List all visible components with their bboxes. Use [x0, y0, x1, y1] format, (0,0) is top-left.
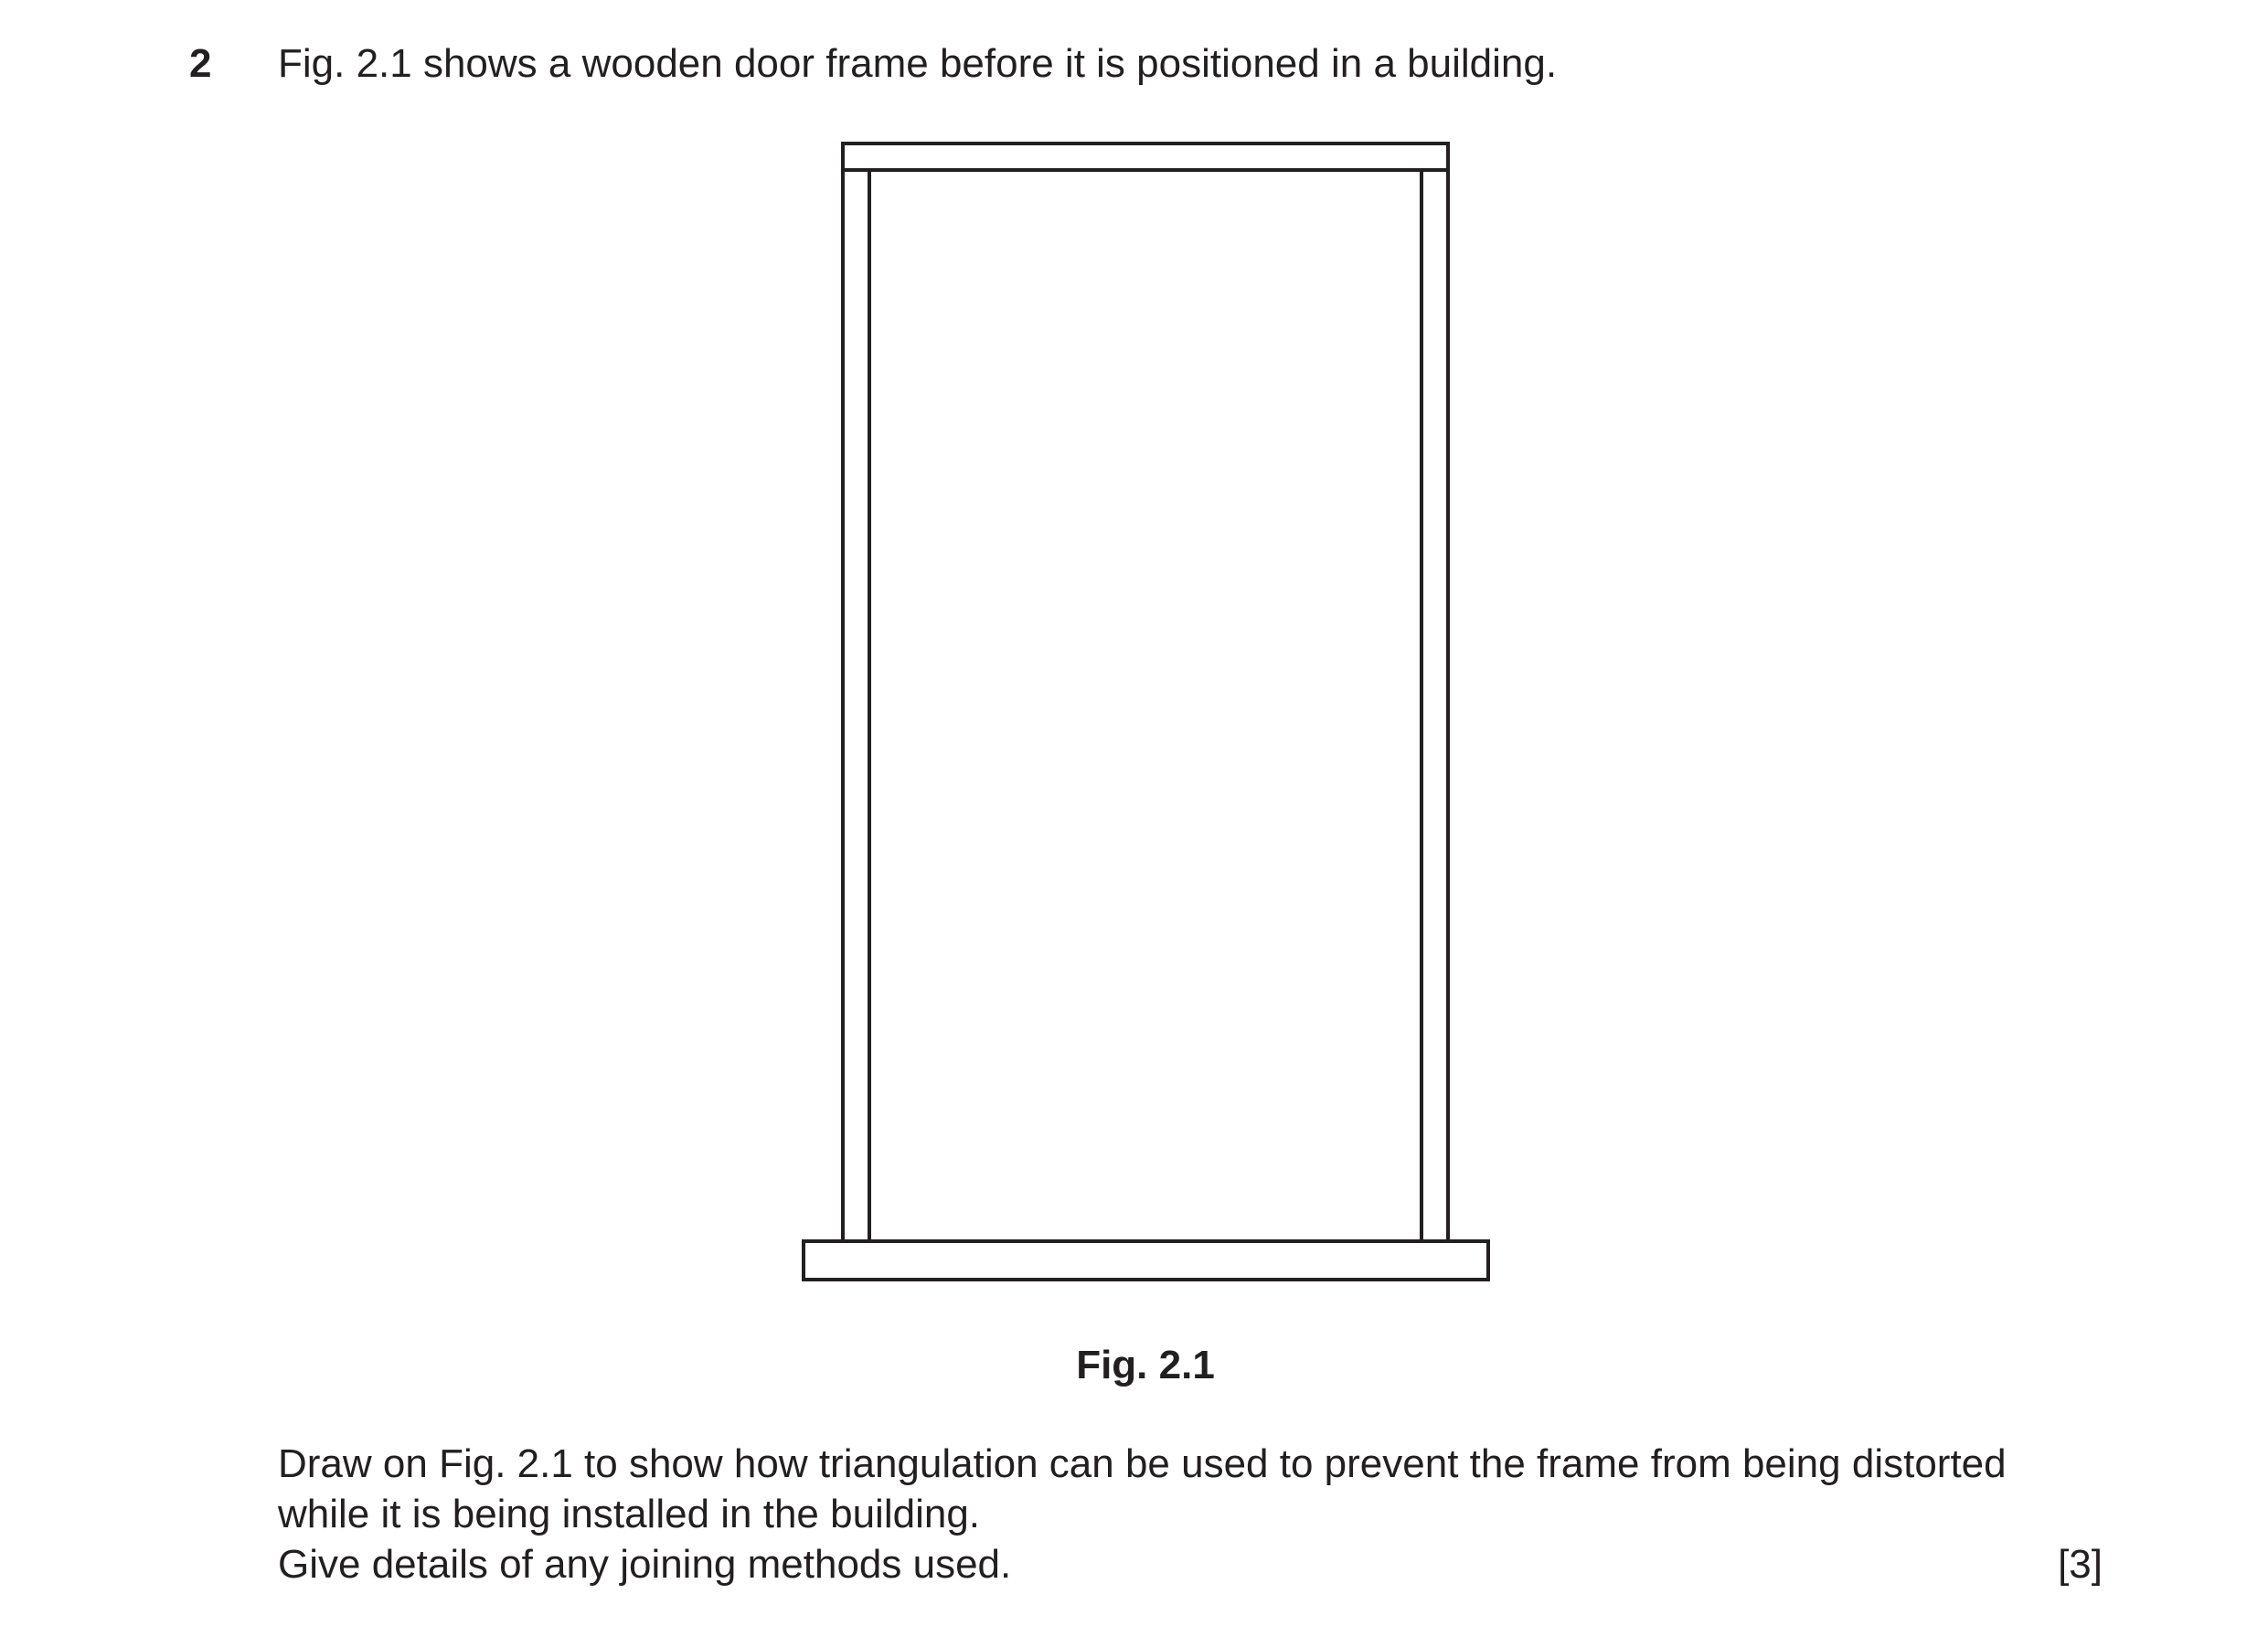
- marks-allocation: [3]: [2058, 1542, 2103, 1587]
- question-number: 2: [189, 41, 212, 86]
- question-instructions: [278, 1439, 2106, 1589]
- instruction-line-3: Give details of any joining methods used.: [278, 1542, 1012, 1587]
- door-frame-sill: [804, 1241, 1488, 1280]
- instruction-line-1: Draw on Fig. 2.1 to show how triangulation can be used to prevent the frame from being distorted: [278, 1441, 2007, 1486]
- figure-caption: Fig. 2.1: [1076, 1343, 1215, 1387]
- question-intro: Fig. 2.1 shows a wooden door frame before it is positioned in a building.: [278, 41, 1558, 86]
- door-frame-head: [843, 143, 1448, 170]
- door-frame-right-jamb: [1421, 170, 1448, 1241]
- door-frame-left-jamb: [843, 170, 869, 1241]
- instruction-line-2: while it is being installed in the building.: [278, 1492, 981, 1536]
